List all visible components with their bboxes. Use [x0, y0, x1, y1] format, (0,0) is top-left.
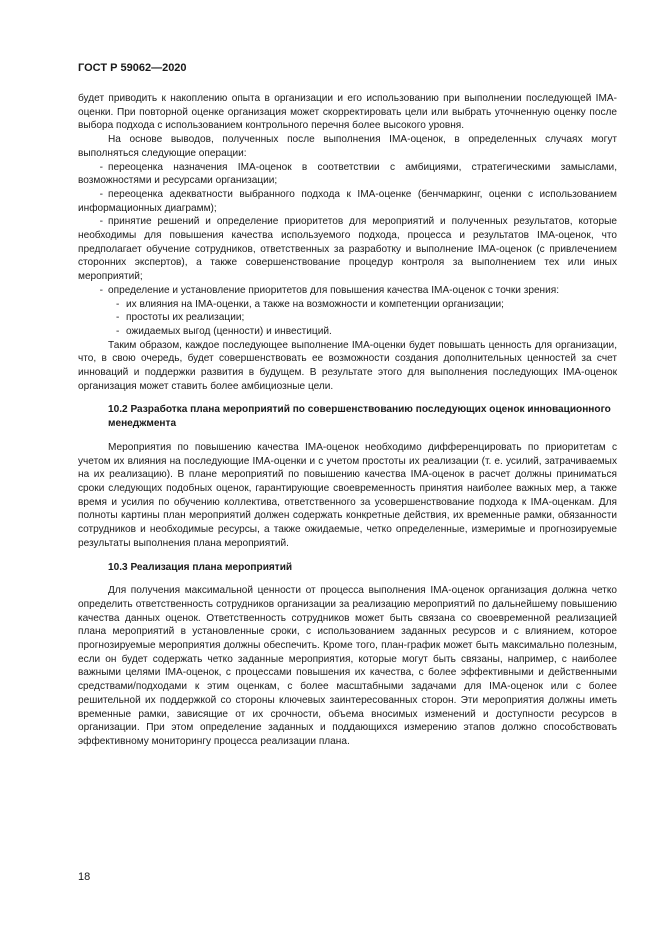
dash-marker: -: [116, 298, 120, 310]
dash-marker: -: [99, 284, 103, 296]
dash-marker: -: [99, 216, 103, 228]
intro-paragraph-1: будет приводить к накоплению опыта в организации и его использованию при выполнении последующей IMA-оценки. При повторной оценке организация может скорректировать цели или выбрать уточненную оценку после выбора подхода с использованием контрольного перечня более высокого уровня.: [78, 93, 617, 132]
section-10-3-heading: 10.3 Реализация плана мероприятий: [108, 561, 293, 573]
section-10-3-paragraph: Для получения максимальной ценности от процесса выполнения IMA-оценок организация должна четко определить ответственность сотрудников организации за реализацию мероприятий по дальнейшему повышению качества данных оценок. Ответственность сотрудников может быть связана со своевременной реализацией плана мероприятий в установленные сроки, с использованием заданных ресурсов и с влиянием, которое прогнозируемые мероприятия должны обеспечить. Кроме того, план-график может быть максимально полезным, если он будет содержать четко заданные мероприятия, которые могут быть связаны, например, с наиболее важными целями IMA-оценок, с процессами повышения их качества, с более эффективными и действенными средствами/подходами к этим оценкам, с более масштабными задачами для IMA-оценок или с более решительной их поддержкой со стороны ключевых заинтересованных сторон. Эти мероприятия должны иметь временные рамки, зависящие от их срочности, объема вносимых изменений и доступности ресурсов в организации. При этом определение заданных и поддающихся измерению этапов должно способствовать эффективному мониторингу процесса реализации плана.: [78, 585, 617, 747]
intro-paragraph-2: На основе выводов, полученных после выполнения IMA-оценок, в определенных случаях могут выполняться следующие операции:: [78, 134, 617, 159]
section-10-2-paragraph: Мероприятия по повышению качества IMA-оценок необходимо дифференцировать по приоритетам с учетом их влияния на последующие IMA-оценки и с учетом простоты их реализации (т. е. усилий, затрачиваемых на их реализацию). В плане мероприятий по повышению качества IMA-оценок в расчет должны приниматься сроки следующих подобных оценок, гарантирующие своевременность принятия наиболее важных мер, а также время и усилия по обучению коллектива, ответственного за усовершенствование подхода к IMA-оценкам. Для полноты картины план мероприятий должен содержать конкретные действия, их временные рамки, обязанности сотрудников и необходимые ресурсы, а также ожидаемые, четко определенные, измеримые и прогнозируемые результаты выполнения плана мероприятий.: [78, 441, 617, 549]
dash-marker: -: [116, 325, 120, 337]
page-header: ГОСТ Р 59062—2020: [78, 62, 187, 74]
page-content: [78, 92, 617, 749]
dash-marker: -: [116, 312, 120, 324]
intro-paragraph-3: Таким образом, каждое последующее выполнение IMA-оценки будет повышать ценность для организации, что, в свою очередь, будет совершенствовать ее возможности создания дополнительных ценностей за счет инноваций и поддержки развития в будущем. В результате этого для выполнения последующих IMA-оценок организация может ставить более амбициозные цели.: [78, 339, 617, 392]
list-item: - принятие решений и определение приоритетов для мероприятий и полученных результатов, которые необходимы для повышения качества используемого подхода, процесса и результатов IMA-оценок, что предполагает обучение сотрудников, ответственных за разработку и выполнение IMA-оценок (с привлечением сторонних экспертов), а также совершенствование процедур контроля за выполнением тех или иных мероприятий;: [78, 216, 617, 283]
dash-marker: -: [99, 188, 103, 200]
dash-marker: -: [99, 161, 103, 173]
page-number: 18: [78, 871, 91, 883]
sub-list-item: - их влияния на IMA-оценки, а также на возможности и компетенции организации;: [116, 298, 504, 310]
list-item: - переоценка адекватности выбранного подхода к IMA-оценке (бенчмаркинг, оценки с использованием информационных диаграмм);: [78, 188, 617, 214]
sub-list-item: - ожидаемых выгод (ценности) и инвестиций.: [116, 325, 332, 337]
list-item: - определение и установление приоритетов для повышения качества IMA-оценок с точки зрения:: [78, 284, 617, 298]
sub-list-item: - простоты их реализации;: [116, 312, 245, 324]
section-10-2-heading: 10.2 Разработка плана мероприятий по совершенствованию последующих оценок инновационного менеджмента: [108, 404, 611, 430]
list-item: - переоценка назначения IMA-оценок в соответствии с амбициями, стратегическими замыслами, возможностями и ресурсами организации;: [78, 161, 617, 187]
